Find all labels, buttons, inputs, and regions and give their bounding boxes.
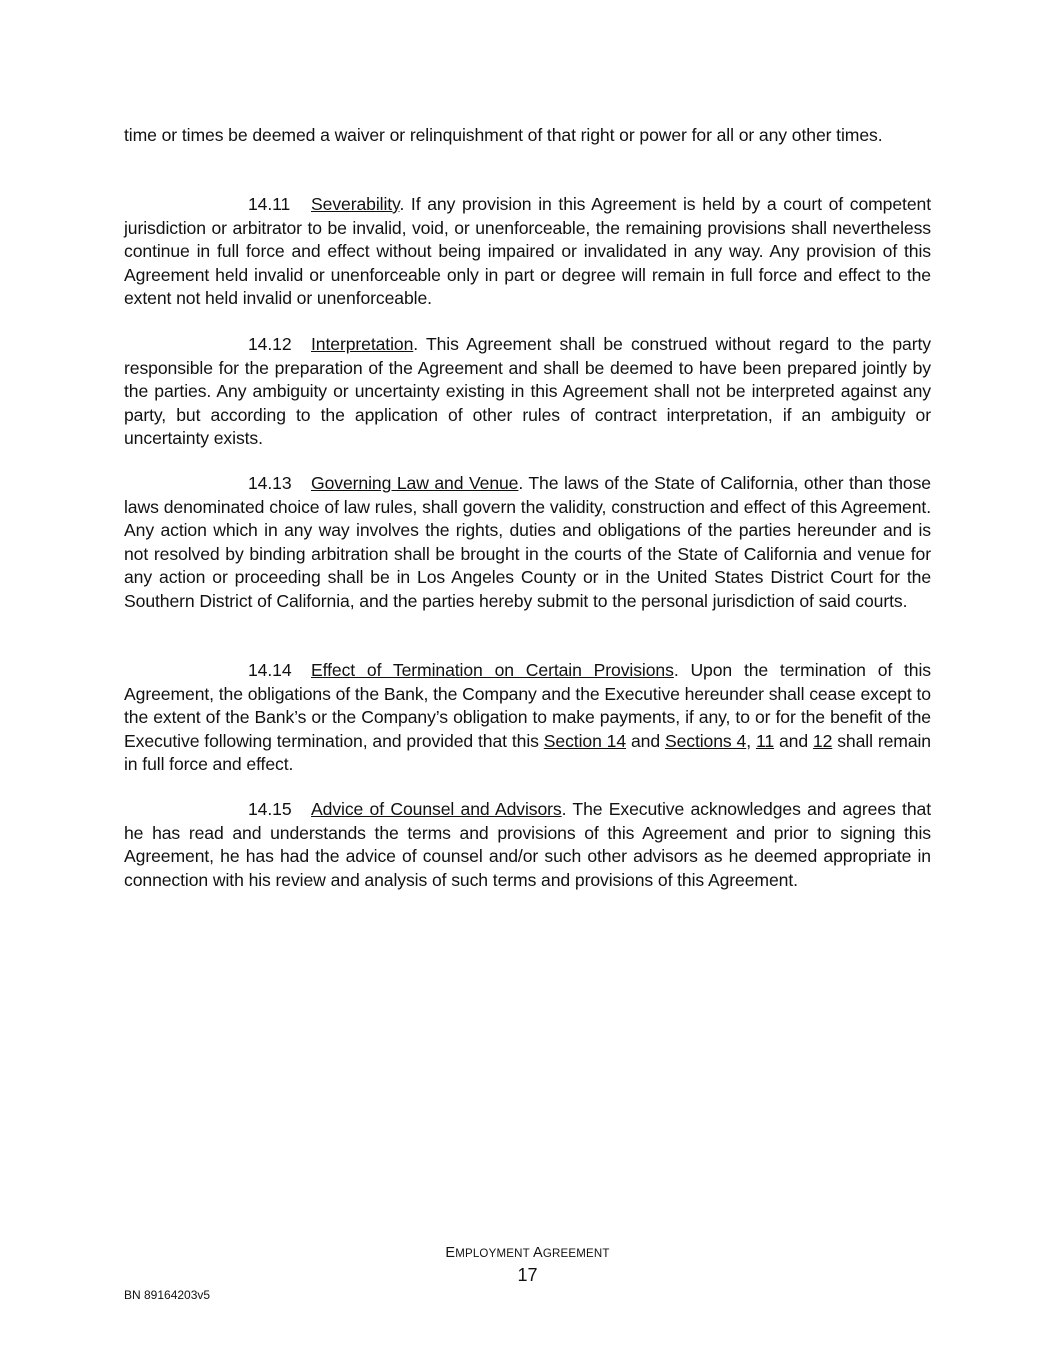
section-14-13 — [124, 472, 931, 614]
section-heading: Effect of Termination on Certain Provisions — [311, 660, 674, 680]
section-14-12 — [124, 333, 931, 451]
section-14-15 — [124, 798, 931, 892]
section-text: . Upon the termination of this Agreement, the obligations of the Bank, the Company and the Executive hereunder shall cease except to the extent of the Bank’s or the Company’s obligation to make payments, if any, to or for the benefit of the Executive following termination, and provided that this — [124, 660, 932, 751]
section-number: 14.11 — [248, 194, 291, 214]
section-number: 14.13 — [248, 473, 292, 493]
section-14-reference: Section 14 — [543, 730, 627, 751]
section-text: . This Agreement shall be construed without regard to the party responsible for the preparation of the Agreement and shall be deemed to have been prepared jointly by the parties. Any ambiguity or uncertainty existing in this Agreement shall not be interpreted against any party, but according to the application of other rules of contract interpretation, if an ambiguity or uncertainty exists. — [124, 334, 931, 449]
section-12-reference: 12 — [812, 730, 833, 751]
footer-title-initial: A — [533, 1245, 543, 1261]
section-heading: Interpretation — [311, 334, 414, 354]
footer-title-smallcaps: MPLOYMENT — [455, 1248, 534, 1260]
footer-document-title — [0, 1245, 1055, 1261]
sections-4-reference: Sections 4 — [664, 730, 747, 751]
section-text: . The laws of the State of California, other than those laws denominated choice of law rules, shall govern the validity, construction and effect of this Agreement. Any action which in any way involves the rights, duties and obligations of the parties hereunder and is not resolved by binding arbitration shall be brought in the courts of the State of California and venue for any action or proceeding shall be in Los Angeles County or in the United States District Court for the Southern District of California, and the parties hereby submit to the personal jurisdiction of said courts. — [124, 473, 931, 611]
section-heading: Governing Law and Venue — [311, 473, 519, 493]
section-heading: Severability — [311, 194, 400, 214]
document-id: BN 89164203v5 — [124, 1288, 211, 1302]
section-number: 14.12 — [248, 334, 292, 354]
section-text: and — [774, 730, 813, 751]
section-14-14 — [124, 659, 931, 777]
footer-title-initial: E — [445, 1245, 456, 1261]
section-text: . The Executive acknowledges and agrees that he has read and understands the terms and provisions of this Agreement and prior to signing this Agreement, he has had the advice of counsel and/or such other advisors as he deemed appropriate in connection with his review and analysis of such terms and provisions of this Agreement. — [124, 799, 931, 890]
continuation-paragraph — [124, 124, 931, 148]
section-number: 14.15 — [248, 799, 292, 819]
section-number: 14.14 — [248, 660, 292, 680]
section-text: , — [746, 730, 756, 751]
footer-title-smallcaps: GREEMENT — [542, 1248, 610, 1260]
page-number: 17 — [517, 1265, 538, 1285]
continuation-text: time or times be deemed a waiver or relinquishment of that right or power for all or any other times. — [124, 125, 883, 145]
section-14-11 — [124, 193, 931, 311]
section-text: shall remain in full force and effect. — [124, 730, 931, 775]
section-text: and — [626, 730, 665, 751]
section-11-reference: 11 — [755, 730, 775, 751]
section-text: . If any provision in this Agreement is held by a court of competent jurisdiction or arbitrator to be invalid, void, or unenforceable, the remaining provisions shall nevertheless continue in full force and effect without being impaired or invalidated in any way. Any provision of this Agreement held invalid or unenforceable only in part or degree will remain in full force and effect to the extent not held invalid or unenforceable. — [124, 194, 931, 309]
section-heading: Advice of Counsel and Advisors — [311, 799, 562, 819]
